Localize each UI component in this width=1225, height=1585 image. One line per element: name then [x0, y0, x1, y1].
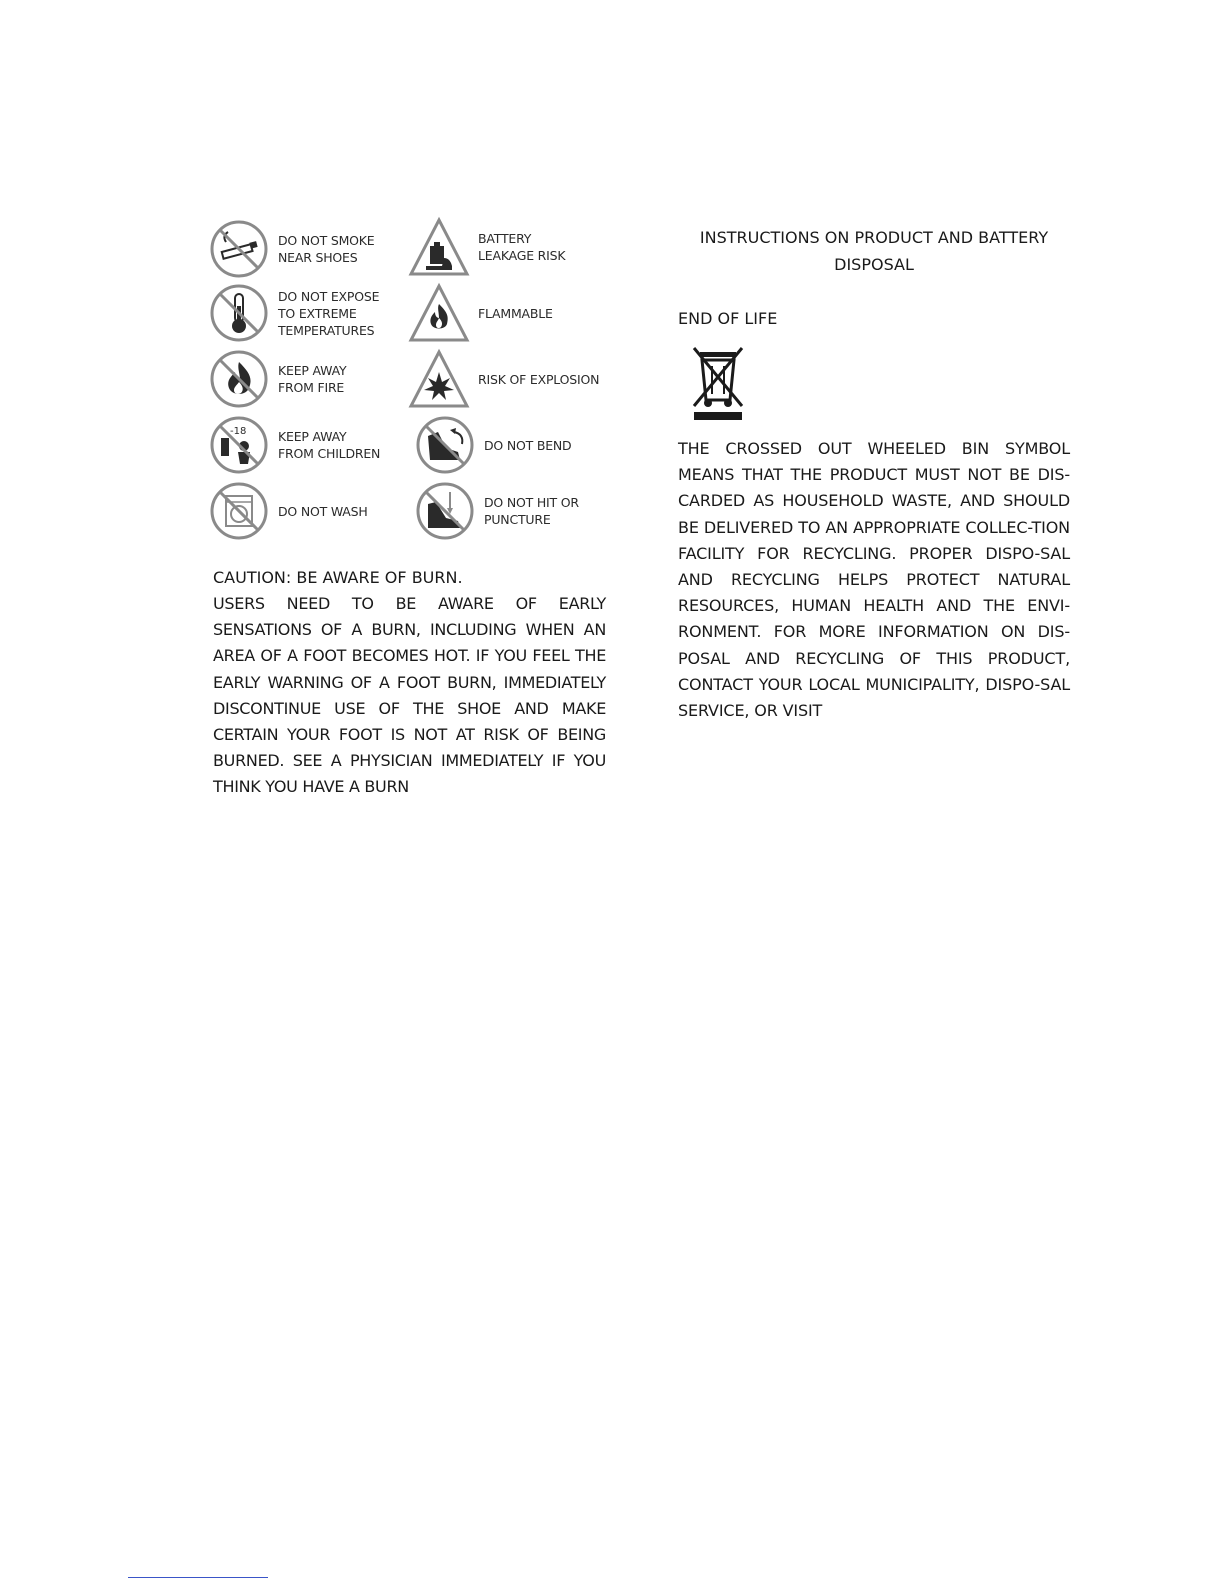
caution-body: USERS NEED TO BE AWARE OF EARLY SENSATIONS OF A BURN, INCLUDING WHEN AN AREA OF A FOOT BECOMES HOT. IF YOU FEEL THE EARLY WARNING OF A FOOT BURN, IMMEDIATELY DISCONTINUE USE OF THE SHOE AND MAKE CERTAIN YOUR FOOT IS NOT AT RISK OF BEING BURNED. SEE A PHYSICIAN IMMEDIATELY IF YOU THINK YOU HAVE A BURN — [213, 594, 606, 797]
do-not-bend-icon — [414, 414, 476, 476]
keep-away-from-children-icon — [208, 414, 270, 476]
end-of-life-heading: END OF LIFE — [678, 309, 778, 328]
warning-label: KEEP AWAY FROM CHILDREN — [278, 429, 381, 461]
disposal-title: INSTRUCTIONS ON PRODUCT AND BATTERY DISPOSAL — [699, 228, 1049, 274]
warning-item-battery-leakage — [408, 216, 565, 278]
warning-item-no-smoking — [208, 218, 375, 280]
no-smoking-icon — [208, 218, 270, 280]
warning-item-do-not-bend — [414, 414, 572, 476]
warning-label: BATTERY LEAKAGE RISK — [478, 231, 566, 263]
age-limit-text: -18 — [230, 426, 247, 437]
footer-rule — [128, 1577, 268, 1578]
battery-leakage-icon — [408, 216, 470, 278]
disposal-body: THE CROSSED OUT WHEELED BIN SYMBOL MEANS THAT THE PRODUCT MUST NOT BE DIS-CARDED AS HOUSEHOLD WASTE, AND SHOULD BE DELIVERED TO AN APPROPRIATE COLLEC-TION FACILITY FOR RECYCLING. PROPER DISPO-SAL AND RECYCLING HELPS PROTECT NATURAL RESOURCES, HUMAN HEALTH AND THE ENVI-RONMENT. FOR MORE INFORMATION ON DIS-POSAL AND RECYCLING OF THIS PRODUCT, CONTACT YOUR LOCAL MUNICIPALITY, DISPO-SAL SERVICE, OR VISIT — [678, 439, 1070, 721]
keep-away-from-fire-icon — [208, 348, 270, 410]
warning-label: FLAMMABLE — [478, 305, 553, 321]
warning-label: RISK OF EXPLOSION — [478, 371, 600, 387]
warning-item-extreme-temperature — [208, 282, 379, 344]
no-extreme-temperature-icon — [208, 282, 270, 344]
caution-title: CAUTION: BE AWARE OF BURN. — [213, 568, 463, 587]
warning-label: DO NOT WASH — [278, 503, 368, 519]
warning-item-flammable — [408, 282, 553, 344]
flammable-icon — [408, 282, 470, 344]
warning-item-do-not-puncture — [414, 480, 579, 542]
warning-item-keep-away-fire — [208, 348, 346, 410]
warning-icons-grid — [208, 214, 618, 544]
warning-label: DO NOT HIT OR PUNCTURE — [484, 495, 579, 527]
do-not-puncture-icon — [414, 480, 476, 542]
do-not-wash-icon — [208, 480, 270, 542]
warning-label: KEEP AWAY FROM FIRE — [278, 363, 347, 395]
warning-item-do-not-wash — [208, 480, 368, 542]
warning-label: DO NOT SMOKE NEAR SHOES — [278, 233, 375, 265]
disposal-section — [678, 224, 1070, 724]
warning-item-explosion — [408, 348, 599, 410]
warning-label: DO NOT EXPOSE TO EXTREME TEMPERATURES — [278, 288, 380, 338]
caution-section — [213, 565, 606, 801]
crossed-out-wheeled-bin-icon — [686, 346, 750, 422]
warning-item-keep-away-children — [208, 414, 380, 476]
warning-label: DO NOT BEND — [484, 437, 572, 453]
explosion-icon — [408, 348, 470, 410]
